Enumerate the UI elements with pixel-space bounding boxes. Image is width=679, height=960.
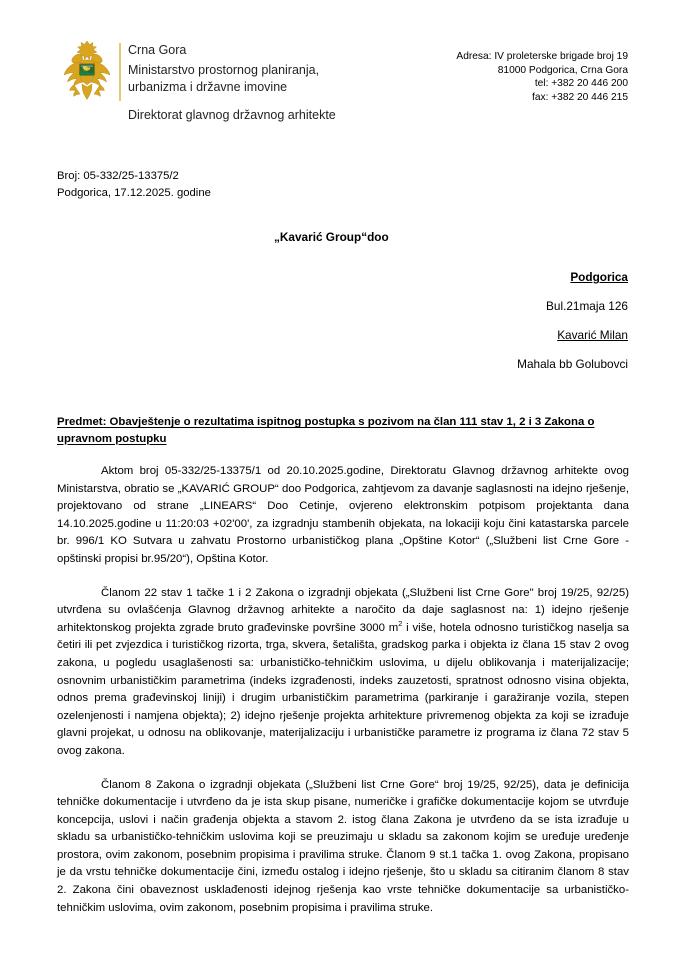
letterhead [0,0,679,150]
body-paragraph-2-part2: i više, hotela odnosno turističkog naselja sa četiri ili pet zvjezdica i turističkog rizorta, trga, skvera, šetališta, gradskog parka i objekta iz člana 15 stav 2 ovog zakona, u pogledu usaglašenosti sa: urbanističko-tehničkim uslovima, u dijelu oblikovanja i materijalizacije; osnovnim urbanističkim parametrima (indeks izgrađenosti, indeks zauzetosti, spratnost odnosno visina objekta, odnos prema građevinskoj liniji) i drugim urbanističkim parametrima (parkiranje i garažiranje vozila, stepen ozelenjenosti i namjena objekta); 2) idejno rješenje projekta arhitekture privremenog objekta za koji se izrađuje glavni projekat, u odnosu na oblikovanje, materijalizaciju i urbanističke parametre iz programa iz člana 72 stav 5 ovog zakona. [57,621,630,757]
city-line: 81000 Podgorica, Crna Gora [497,64,628,76]
document-body [57,463,629,917]
subject-line: Predmet: Obavještenje o rezultatima ispitnog postupka s pozivom na član 111 stav 1, 2 i 3 Zakona o upravnom postupku [57,416,595,445]
recipient-location: Mahala bb Golubovci [517,357,628,371]
body-paragraph-2 [57,585,629,761]
recipient-city: Podgorica [570,270,628,284]
letterhead-gold-divider [119,43,121,101]
country-name: Crna Gora [128,43,187,57]
square-metre-exponent: 2 [398,618,403,628]
body-paragraph-3: Članom 8 Zakona o izgradnji objekata („Službeni list Crne Gore“ broj 19/25, 92/25), data je definicija tehničke dokumentacije i utvrđeno da je ista skup pisane, numeričke i grafičke dokumentacije kojom se utvrđuje koncepcija, uslovi i način građenja objekta a stavom 2. istog člana Zakona je utvrđeno da se ista izrađuje u skladu sa urbanističko-tehničkim uslovima koji se preuzimaju u skladu sa zakonom kojim se uređuje uređenje prostora, ovim zakonom, posebnim propisima i pravilima struke. Članom 9 st.1 tačka 1. ovog Zakona, propisano je da vrstu tehničke dokumentacije čini, između ostalog i idejno rješenje, što u skladu sa citiranim članom 8 stav 2. Zakona čini obaveznost usklađenosti idejnog rješenja kao vrste tehničke dokumentacije sa urbanističko-tehničkim uslovima, ovim zakonom, posebnim propisima i pravilima struke. [57,778,629,914]
ministry-name-line1: Ministarstvo prostornog planiranja, [128,63,320,77]
recipient-company-name: „Kavarić Group“doo [274,230,389,244]
telephone-line: tel: +382 20 446 200 [534,78,628,90]
reference-block [57,168,211,201]
body-paragraph-1: Aktom broj 05-332/25-13375/1 od 20.10.2025.godine, Direktoratu Glavnog državnog arhitekte ovog Ministarstva, obratio se „KAVARIĆ GROUP“ doo Podgorica, zahtjevom za davanje saglasnosti na idejno rješenje, projektovano od strane „LINEARS“ Doo Cetinje, ovjereno elektronskim potpisom projektanta dana 14.10.2025.godine u 11:20:03 +02'00', za izgradnju stambenih objekata, na lokaciji koju čini katastarska parcele br. 996/1 KO Sutvara u zahvatu Prostorno urbanističkog plana „Opštine Kotor“ („Službeni list Crne Gore - opštinski propisi br.95/20“), Opština Kotor. [57,465,629,565]
address-line: Adresa: IV proleterske brigade broj 19 [456,51,628,62]
letterhead-contact-block [456,50,628,104]
recipient-person-name: Kavarić Milan [557,328,628,342]
reference-number: Broj: 05-332/25-13375/2 [57,170,179,182]
directorate-name: Direktorat glavnog državnog arhitekte [128,108,336,122]
montenegro-coat-of-arms-icon [62,38,112,104]
ministry-name-block [128,41,398,95]
fax-line: fax: +382 20 446 215 [531,91,628,103]
body-paragraph-2-part1: Članom 22 stav 1 tačke 1 i 2 Zakona o izgradnji objekata („Službeni list Crne Gore" broj 19/25, 92/25) utvrđena su ovlašćenja Glavnog državnog arhitekte a naročito da daje saglasnost na: 1) idejno rješenje arhitektonskog projekta zgrade bruto građevinske površine 3000 m [57,586,629,634]
reference-place-date: Podgorica, 17.12.2025. godine [57,186,211,199]
recipient-street: Bul.21maja 126 [546,299,628,313]
recipient-address-block [228,270,628,386]
ministry-name-line2: urbanizma i državne imovine [128,79,288,94]
